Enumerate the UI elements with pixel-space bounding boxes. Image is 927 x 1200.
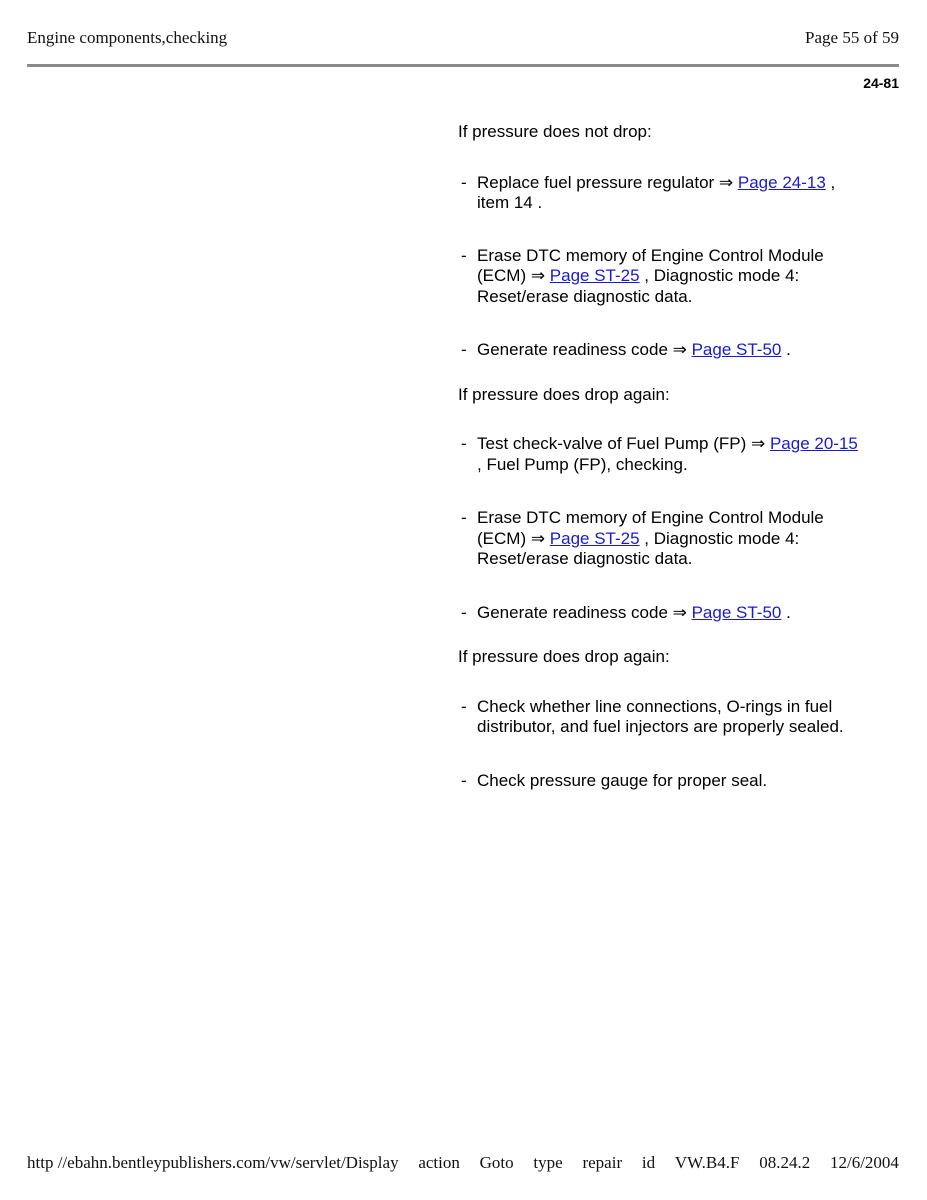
footer-url-part: VW.B4.F: [674, 1153, 740, 1172]
footer-url-part: id: [641, 1153, 656, 1172]
condition-heading-not-drop: If pressure does not drop:: [458, 122, 652, 141]
page-link-24-13[interactable]: Page 24-13: [737, 172, 826, 192]
document-title: Engine components,checking: [27, 28, 228, 47]
page-link-20-15[interactable]: Page 20-15: [769, 434, 858, 453]
step-bullet: -: [461, 172, 467, 192]
condition-heading-drop-again: If pressure does drop again:: [458, 647, 670, 666]
step-text: Erase DTC memory of Engine Control Module (ECM) ⇒ Page ST-25 , Diagnostic mode 4: Reset/erase diagnostic data.: [477, 508, 824, 568]
list-item: [461, 771, 878, 792]
step-text: Erase DTC memory of Engine Control Module (ECM) ⇒ Page ST-25 , Diagnostic mode 4: Reset/erase diagnostic data.: [477, 245, 824, 306]
footer-url-part: type: [533, 1153, 563, 1172]
page-link-st-25[interactable]: Page ST-25: [549, 528, 640, 548]
list-item: [461, 434, 878, 475]
list-item: [461, 246, 878, 308]
footer-url-part: repair: [582, 1153, 623, 1172]
step-text: Generate readiness code ⇒ Page ST-50 .: [477, 340, 791, 359]
step-text: Check whether line connections, O-rings in fuel distributor, and fuel injectors are properly sealed.: [477, 696, 844, 736]
page-link-st-25[interactable]: Page ST-25: [549, 266, 640, 285]
footer-url-part: action: [418, 1153, 460, 1172]
step-bullet: -: [461, 770, 467, 790]
step-bullet: -: [461, 696, 467, 716]
step-text: Generate readiness code ⇒ Page ST-50 .: [477, 602, 791, 622]
footer-url-part: 08.24.2: [759, 1153, 811, 1172]
page-link-st-50[interactable]: Page ST-50: [691, 340, 782, 359]
page-link-st-50[interactable]: Page ST-50: [691, 602, 782, 622]
section-code: 24-81: [863, 75, 899, 91]
list-item: [461, 603, 878, 624]
footer-url-part: Goto: [479, 1153, 514, 1172]
step-bullet: -: [461, 340, 467, 359]
footer-date: 12/6/2004: [829, 1153, 899, 1172]
procedure-content: [458, 122, 878, 791]
step-bullet: -: [461, 245, 467, 265]
header-divider: [27, 64, 899, 67]
condition-heading-drop-again: If pressure does drop again:: [458, 384, 670, 404]
page-footer: [27, 1153, 899, 1173]
step-text: Replace fuel pressure regulator ⇒ Page 24-13 , item 14 .: [477, 172, 836, 212]
list-item: [461, 173, 878, 214]
step-bullet: -: [461, 434, 467, 453]
step-text: Check pressure gauge for proper seal.: [477, 770, 768, 790]
list-item: [461, 340, 878, 361]
list-item: [461, 697, 878, 738]
step-bullet: -: [461, 508, 467, 527]
list-item: [461, 508, 878, 570]
footer-url-part: http //ebahn.bentleypublishers.com/vw/servlet/Display: [27, 1153, 399, 1172]
step-bullet: -: [461, 602, 467, 622]
page-indicator: Page 55 of 59: [805, 28, 899, 47]
step-text: Test check-valve of Fuel Pump (FP) ⇒ Page 20-15 , Fuel Pump (FP), checking.: [477, 434, 858, 474]
